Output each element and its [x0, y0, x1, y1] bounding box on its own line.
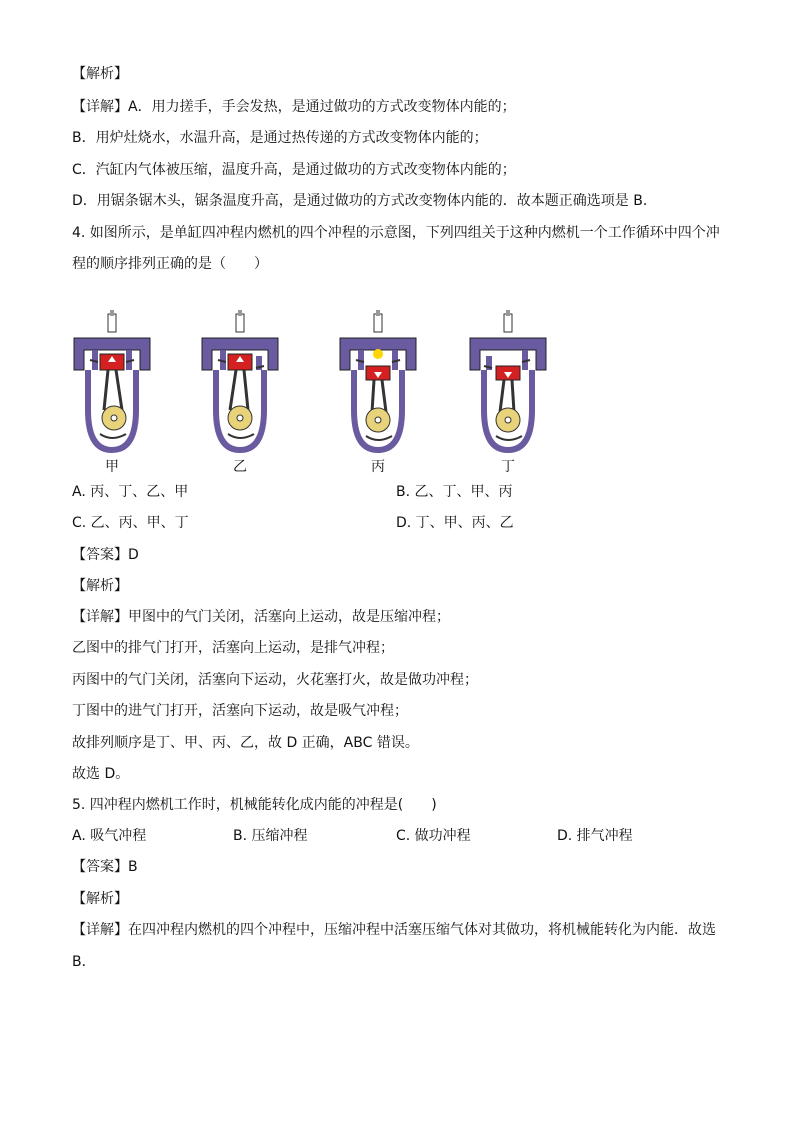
- q4-detail-4: 丁图中的进气门打开，活塞向下运动，故是吸气冲程；: [72, 703, 408, 719]
- engine-figures: [70, 310, 560, 480]
- q4-option-d: D. 丁、甲、丙、乙: [396, 515, 514, 531]
- engine-diagram-bing: [336, 310, 420, 455]
- q3-detail-c: C．汽缸内气体被压缩，温度升高，是通过做功的方式改变物体内能的；: [72, 162, 516, 178]
- q4-analysis-label: 【解析】: [72, 578, 128, 594]
- analysis-label: 【解析】: [72, 66, 128, 82]
- q5-option-b: B. 压缩冲程: [233, 828, 308, 844]
- q5-option-d: D. 排气冲程: [557, 828, 633, 844]
- q5-detail-1: 【详解】在四冲程内燃机的四个冲程中，压缩冲程中活塞压缩气体对其做功，将机械能转化为内能．故选: [72, 922, 716, 938]
- q5-option-a: A. 吸气冲程: [72, 828, 147, 844]
- q3-detail-a: 【详解】A．用力搓手，手会发热，是通过做功的方式改变物体内能的；: [72, 99, 516, 115]
- q5-analysis-label: 【解析】: [72, 891, 128, 907]
- q4-stem-line1: 4. 如图所示，是单缸四冲程内燃机的四个冲程的示意图，下列四组关于这种内燃机一个工作循环中四个冲: [72, 225, 720, 241]
- q4-answer: 【答案】D: [72, 547, 139, 563]
- q4-detail-2: 乙图中的排气门打开，活塞向上运动，是排气冲程；: [72, 640, 394, 656]
- q4-detail-5: 故排列顺序是丁、甲、丙、乙，故 D 正确，ABC 错误。: [72, 735, 419, 751]
- figure-caption-yi: 乙: [233, 459, 247, 475]
- q5-answer: 【答案】B: [72, 859, 138, 875]
- engine-figure-ding: [466, 310, 550, 455]
- q4-option-b: B. 乙、丁、甲、丙: [396, 484, 513, 500]
- q4-option-a: A. 丙、丁、乙、甲: [72, 484, 189, 500]
- figure-caption-ding: 丁: [501, 459, 515, 475]
- q4-stem-line2: 程的顺序排列正确的是（ ）: [72, 256, 268, 272]
- q4-detail-3: 丙图中的气门关闭，活塞向下运动，火花塞打火，故是做功冲程；: [72, 672, 478, 688]
- q3-detail-d: D．用锯条锯木头，锯条温度升高，是通过做功的方式改变物体内能的．故本题正确选项是 B．: [72, 193, 657, 209]
- engine-diagram-jia: [70, 310, 154, 455]
- q4-option-c: C. 乙、丙、甲、丁: [72, 515, 189, 531]
- q3-detail-b: B．用炉灶烧水，水温升高，是通过热传递的方式改变物体内能的；: [72, 130, 488, 146]
- engine-figure-bing: [336, 310, 420, 455]
- q5-detail-2: B．: [72, 954, 96, 970]
- engine-figure-yi: [198, 310, 282, 455]
- q5-option-c: C. 做功冲程: [396, 828, 471, 844]
- q4-conclusion: 故选 D。: [72, 766, 130, 782]
- figure-caption-bing: 丙: [371, 459, 385, 475]
- q4-detail-1: 【详解】甲图中的气门关闭，活塞向上运动，故是压缩冲程；: [72, 609, 450, 625]
- q5-stem: 5. 四冲程内燃机工作时，机械能转化成内能的冲程是( ): [72, 797, 437, 813]
- engine-diagram-yi: [198, 310, 282, 455]
- engine-diagram-ding: [466, 310, 550, 455]
- figure-caption-jia: 甲: [105, 459, 119, 475]
- engine-figure-jia: [70, 310, 154, 455]
